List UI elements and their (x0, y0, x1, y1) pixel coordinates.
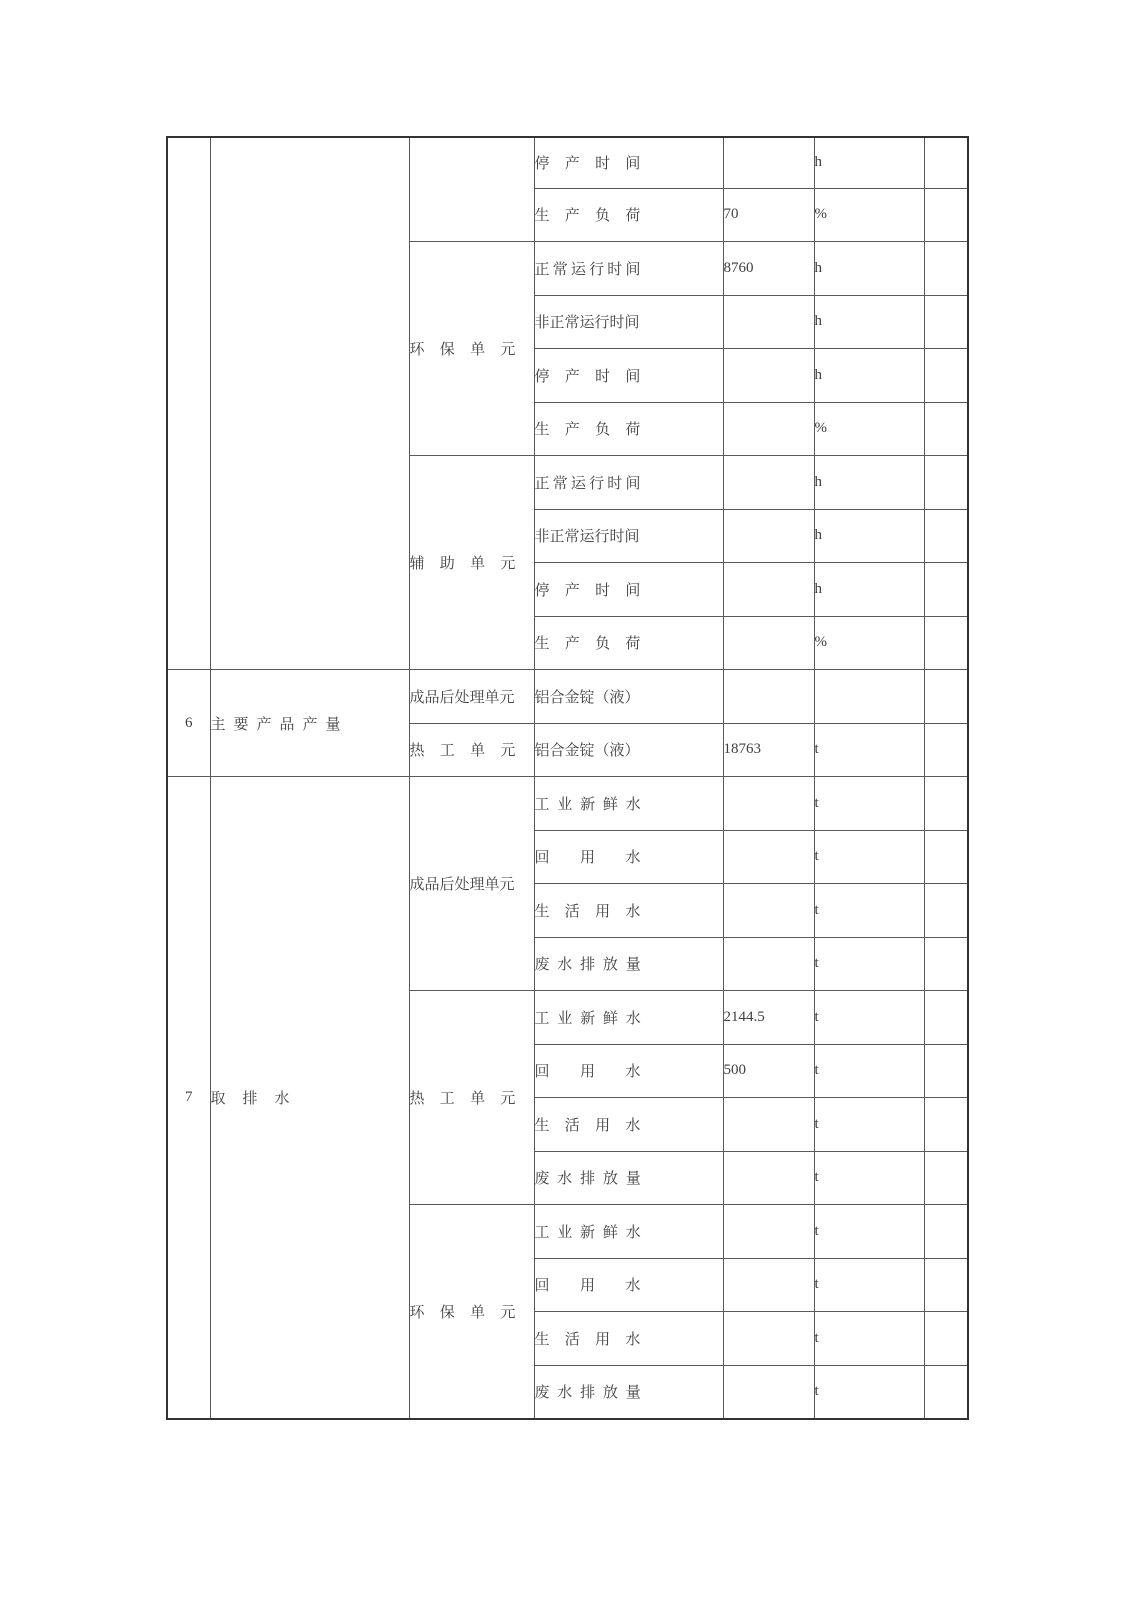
section-label-cell (210, 137, 409, 670)
unit-cell: h (814, 563, 924, 617)
unit-cell: t (814, 1044, 924, 1098)
unit-cell: t (814, 884, 924, 938)
value-cell (723, 509, 814, 563)
cell-text: 环保单元 (409, 1304, 531, 1321)
blank-cell (924, 884, 968, 938)
item-cell (534, 616, 723, 670)
cell-text: 取排水 (210, 1090, 307, 1107)
cell-text: 生活用水 (534, 1117, 656, 1134)
value-cell (723, 295, 814, 349)
unit-group-cell (409, 242, 534, 456)
blank-cell (924, 723, 968, 777)
production-report-table (166, 136, 969, 1420)
blank-cell (924, 777, 968, 831)
cell-text: 生活用水 (534, 1331, 656, 1348)
cell-text: 废水排放量 (534, 1385, 649, 1401)
unit-cell: h (814, 295, 924, 349)
cell-text: 生活用水 (534, 903, 656, 920)
cell-text: 成品后处理单元 (409, 689, 515, 706)
cell-text: 铝合金锭（液） (534, 689, 640, 706)
unit-cell: h (814, 509, 924, 563)
unit-cell: % (814, 402, 924, 456)
blank-cell (924, 1098, 968, 1152)
blank-cell (924, 137, 968, 188)
blank-cell (924, 349, 968, 403)
cell-text: 热工单元 (409, 1091, 531, 1107)
cell-text: 废水排放量 (534, 957, 649, 974)
item-cell (534, 188, 723, 242)
cell-text: 回用水 (534, 1064, 672, 1081)
blank-cell (924, 991, 968, 1045)
unit-group-cell (409, 137, 534, 242)
blank-cell (924, 1151, 968, 1205)
unit-cell: t (814, 1312, 924, 1366)
section-label-cell (210, 777, 409, 1419)
row-number-cell (167, 137, 210, 670)
cell-text: 成品后处理单元 (409, 877, 515, 893)
item-cell (534, 830, 723, 884)
cell-text: 工业新鲜水 (534, 796, 649, 813)
section-label-cell (210, 670, 409, 777)
unit-cell (814, 670, 924, 724)
value-cell (723, 402, 814, 456)
cell-text: 热工单元 (409, 743, 531, 760)
cell-text: 生产负荷 (534, 636, 656, 653)
unit-cell: % (814, 616, 924, 670)
unit-cell: t (814, 1205, 924, 1259)
unit-cell: h (814, 456, 924, 510)
cell-text: 非正常运行时间 (534, 315, 640, 332)
item-cell (534, 509, 723, 563)
item-cell (534, 670, 723, 724)
value-cell (723, 670, 814, 724)
item-cell (534, 1098, 723, 1152)
unit-cell: t (814, 777, 924, 831)
value-cell: 8760 (723, 242, 814, 296)
value-cell (723, 616, 814, 670)
cell-text: 停产时间 (534, 156, 656, 173)
unit-cell: t (814, 991, 924, 1045)
value-cell (723, 349, 814, 403)
item-cell (534, 777, 723, 831)
cell-text: 工业新鲜水 (534, 1224, 649, 1241)
item-cell (534, 295, 723, 349)
cell-text: 生产负荷 (534, 208, 656, 225)
cell-text: 非正常运行时间 (534, 529, 640, 546)
item-cell (534, 137, 723, 188)
cell-text: 正常运行时间 (534, 475, 644, 492)
value-cell (723, 777, 814, 831)
unit-cell: h (814, 242, 924, 296)
unit-cell: t (814, 937, 924, 991)
value-cell (723, 884, 814, 938)
cell-text: 主要产品产量 (210, 716, 349, 733)
blank-cell (924, 295, 968, 349)
cell-text: 工业新鲜水 (534, 1010, 649, 1027)
row-number-cell: 7 (167, 777, 210, 1419)
item-cell (534, 1258, 723, 1312)
item-cell (534, 937, 723, 991)
item-cell (534, 1151, 723, 1205)
unit-cell: % (814, 188, 924, 242)
value-cell (723, 1151, 814, 1205)
cell-text: 回用水 (534, 850, 672, 867)
blank-cell (924, 456, 968, 510)
item-cell (534, 991, 723, 1045)
blank-cell (924, 670, 968, 724)
item-cell (534, 884, 723, 938)
report-table-body (167, 137, 968, 1419)
cell-text: 辅助单元 (409, 556, 531, 572)
value-cell (723, 1258, 814, 1312)
unit-group-cell (409, 777, 534, 991)
cell-text: 生产负荷 (534, 422, 656, 439)
item-cell (534, 402, 723, 456)
value-cell (723, 1312, 814, 1366)
cell-text: 铝合金锭（液） (534, 743, 640, 760)
item-cell (534, 1365, 723, 1419)
value-cell (723, 937, 814, 991)
value-cell (723, 563, 814, 617)
value-cell: 500 (723, 1044, 814, 1098)
value-cell (723, 830, 814, 884)
unit-cell: t (814, 723, 924, 777)
cell-text: 停产时间 (534, 582, 656, 599)
cell-text: 环保单元 (409, 342, 531, 358)
table-row (167, 777, 968, 831)
blank-cell (924, 1365, 968, 1419)
blank-cell (924, 188, 968, 242)
cell-text: 停产时间 (534, 368, 656, 385)
cell-text: 正常运行时间 (534, 261, 644, 278)
item-cell (534, 242, 723, 296)
cell-text: 回用水 (534, 1278, 672, 1295)
value-cell: 18763 (723, 723, 814, 777)
blank-cell (924, 402, 968, 456)
item-cell (534, 563, 723, 617)
value-cell (723, 1365, 814, 1419)
unit-cell: t (814, 1151, 924, 1205)
item-cell (534, 1312, 723, 1366)
blank-cell (924, 937, 968, 991)
unit-cell: t (814, 1365, 924, 1419)
unit-cell: t (814, 830, 924, 884)
blank-cell (924, 616, 968, 670)
cell-text: 废水排放量 (534, 1171, 649, 1188)
unit-group-cell (409, 456, 534, 670)
table-row (167, 670, 968, 724)
item-cell (534, 349, 723, 403)
value-cell (723, 137, 814, 188)
unit-group-cell (409, 723, 534, 777)
value-cell (723, 456, 814, 510)
unit-cell: t (814, 1258, 924, 1312)
blank-cell (924, 563, 968, 617)
value-cell: 2144.5 (723, 991, 814, 1045)
unit-cell: h (814, 137, 924, 188)
unit-cell: h (814, 349, 924, 403)
item-cell (534, 1205, 723, 1259)
item-cell (534, 723, 723, 777)
blank-cell (924, 830, 968, 884)
value-cell (723, 1205, 814, 1259)
value-cell: 70 (723, 188, 814, 242)
blank-cell (924, 1312, 968, 1366)
item-cell (534, 456, 723, 510)
unit-cell: t (814, 1098, 924, 1152)
item-cell (534, 1044, 723, 1098)
unit-group-cell (409, 670, 534, 724)
unit-group-cell (409, 1205, 534, 1419)
unit-group-cell (409, 991, 534, 1205)
value-cell (723, 1098, 814, 1152)
blank-cell (924, 1044, 968, 1098)
table-row (167, 137, 968, 188)
blank-cell (924, 242, 968, 296)
row-number-cell: 6 (167, 670, 210, 777)
blank-cell (924, 1205, 968, 1259)
blank-cell (924, 509, 968, 563)
blank-cell (924, 1258, 968, 1312)
